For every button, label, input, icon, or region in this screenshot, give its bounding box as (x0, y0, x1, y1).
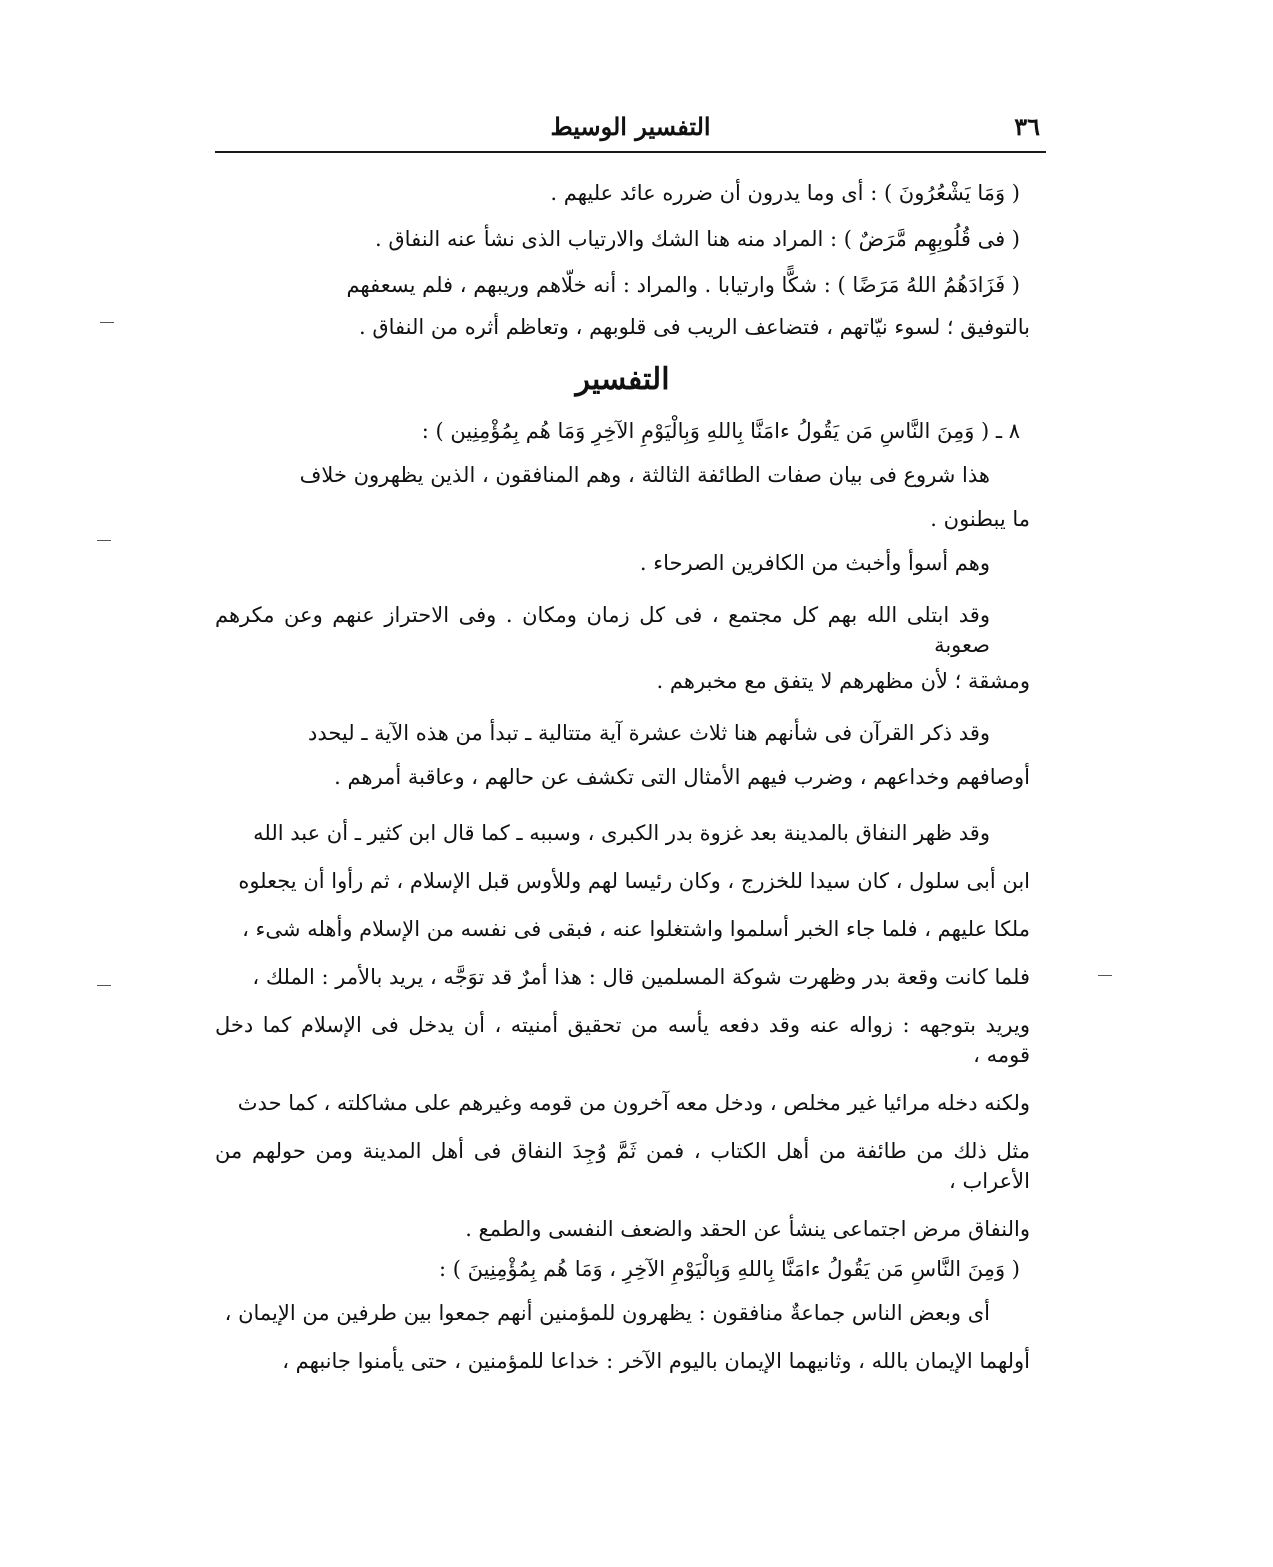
margin-mark (97, 540, 111, 541)
page-number: ٣٦ (1014, 112, 1040, 141)
paragraph-line: والنفاق مرض اجتماعى ينشأ عن الحقد والضعف النفسى والطمع . (465, 1217, 1030, 1241)
paragraph-line: أولهما الإيمان بالله ، وثانيهما الإيمان باليوم الآخر : خداعا للمؤمنين ، حتى يأمنوا جانبهم ، (282, 1349, 1030, 1373)
paragraph (215, 718, 1030, 792)
paragraph-line: مثل ذلك من طائفة من أهل الكتاب ، فمن ثَمَّ وُجِدَ النفاق فى أهل المدينة ومن حولهم من الأعراب ، (215, 1139, 1030, 1193)
paragraph-line: وقد ابتلى الله بهم كل مجتمع ، فى كل زمان ومكان . وفى الاحتراز عنهم وعن مكرهم صعوبة (215, 603, 990, 657)
gloss-entry: ( وَمَا يَشْعُرُونَ ) : أى وما يدرون أن ضرره عائد عليهم . (550, 181, 1020, 205)
paragraph-line: وقد ظهر النفاق بالمدينة بعد غزوة بدر الكبرى ، وسببه ـ كما قال ابن كثير ـ أن عبد الله (253, 821, 990, 845)
page-header (215, 112, 1046, 148)
paragraph (215, 1298, 1030, 1376)
paragraph-line: ما يبطنون . (930, 507, 1030, 531)
margin-mark (100, 322, 114, 323)
paragraph-line: ويريد بتوجهه : زواله عنه وقد دفعه يأسه من تحقيق أمنيته ، أن يدخل فى الإسلام كما دخل قومه ، (215, 1013, 1030, 1067)
verse-heading: ( وَمِنَ النَّاسِ مَن يَقُولُ ءامَنَّا بِاللهِ وَبِالْيَوْمِ الآخِرِ ، وَمَا هُم بِمُؤْمِنِينَ ) : (439, 1257, 1020, 1281)
gloss-entry: ( فَزَادَهُمُ اللهُ مَرَضًا ) : شكًّا وارتيابا . والمراد : أنه خلّاهم وريبهم ، فلم يسعفهم (346, 273, 1020, 297)
page-body (215, 178, 1030, 1376)
margin-mark (1098, 975, 1112, 976)
paragraph-line: ولكنه دخله مرائيا غير مخلص ، ودخل معه آخرون من قومه وغيرهم على مشاكلته ، كما حدث (237, 1091, 1030, 1115)
margin-mark (97, 985, 111, 986)
gloss-entry: ( فى قُلُوبِهِم مَّرَضٌ ) : المراد منه هنا الشك والارتياب الذى نشأ عنه النفاق . (375, 227, 1020, 251)
gloss-entry-continuation: بالتوفيق ؛ لسوء نيّاتهم ، فتضاعف الريب فى قلوبهم ، وتعاظم أثره من النفاق . (358, 315, 1030, 339)
header-rule (215, 151, 1046, 153)
paragraph-line: أوصافهم وخداعهم ، وضرب فيهم الأمثال التى تكشف عن حالهم ، وعاقبة أمرهم . (334, 765, 1030, 789)
paragraph (215, 460, 1030, 534)
paragraph-line: ابن أبى سلول ، كان سيدا للخزرج ، وكان رئيسا لهم وللأوس قبل الإسلام ، ثم رأوا أن يجعلوه (238, 869, 1030, 893)
paragraph-line: ومشقة ؛ لأن مظهرهم لا يتفق مع مخبرهم . (656, 669, 1030, 693)
verse-heading: ٨ ـ ( وَمِنَ النَّاسِ مَن يَقُولُ ءامَنَّا بِاللهِ وَبِالْيَوْمِ الآخِرِ وَمَا هُم بِمُؤْمِنِين ) : (421, 419, 1020, 443)
paragraph-line: فلما كانت وقعة بدر وظهرت شوكة المسلمين قال : هذا أمرٌ قد توَجَّه ، يريد بالأمر : الملك ، (252, 965, 1030, 989)
paragraph-line: ملكا عليهم ، فلما جاء الخبر أسلموا واشتغلوا عنه ، فبقى فى نفسه من الإسلام وأهله شىء ، (242, 917, 1030, 941)
running-title: التفسير الوسيط (550, 112, 711, 141)
paragraph-line: وقد ذكر القرآن فى شأنهم هنا ثلاث عشرة آية متتالية ـ تبدأ من هذه الآية ـ ليحدد (308, 721, 990, 745)
paragraph-line: هذا شروع فى بيان صفات الطائفة الثالثة ، وهم المنافقون ، الذين يظهرون خلاف (299, 463, 990, 487)
paragraph-line: وهم أسوأ وأخبث من الكافرين الصرحاء . (639, 551, 990, 575)
section-heading: التفسير (575, 362, 670, 397)
paragraph (215, 600, 1030, 696)
paragraph (215, 818, 1030, 1244)
paragraph-line: أى وبعض الناس جماعةٌ منافقون : يظهرون للمؤمنين أنهم جمعوا بين طرفين من الإيمان ، (224, 1301, 990, 1325)
paragraph (215, 548, 1030, 578)
